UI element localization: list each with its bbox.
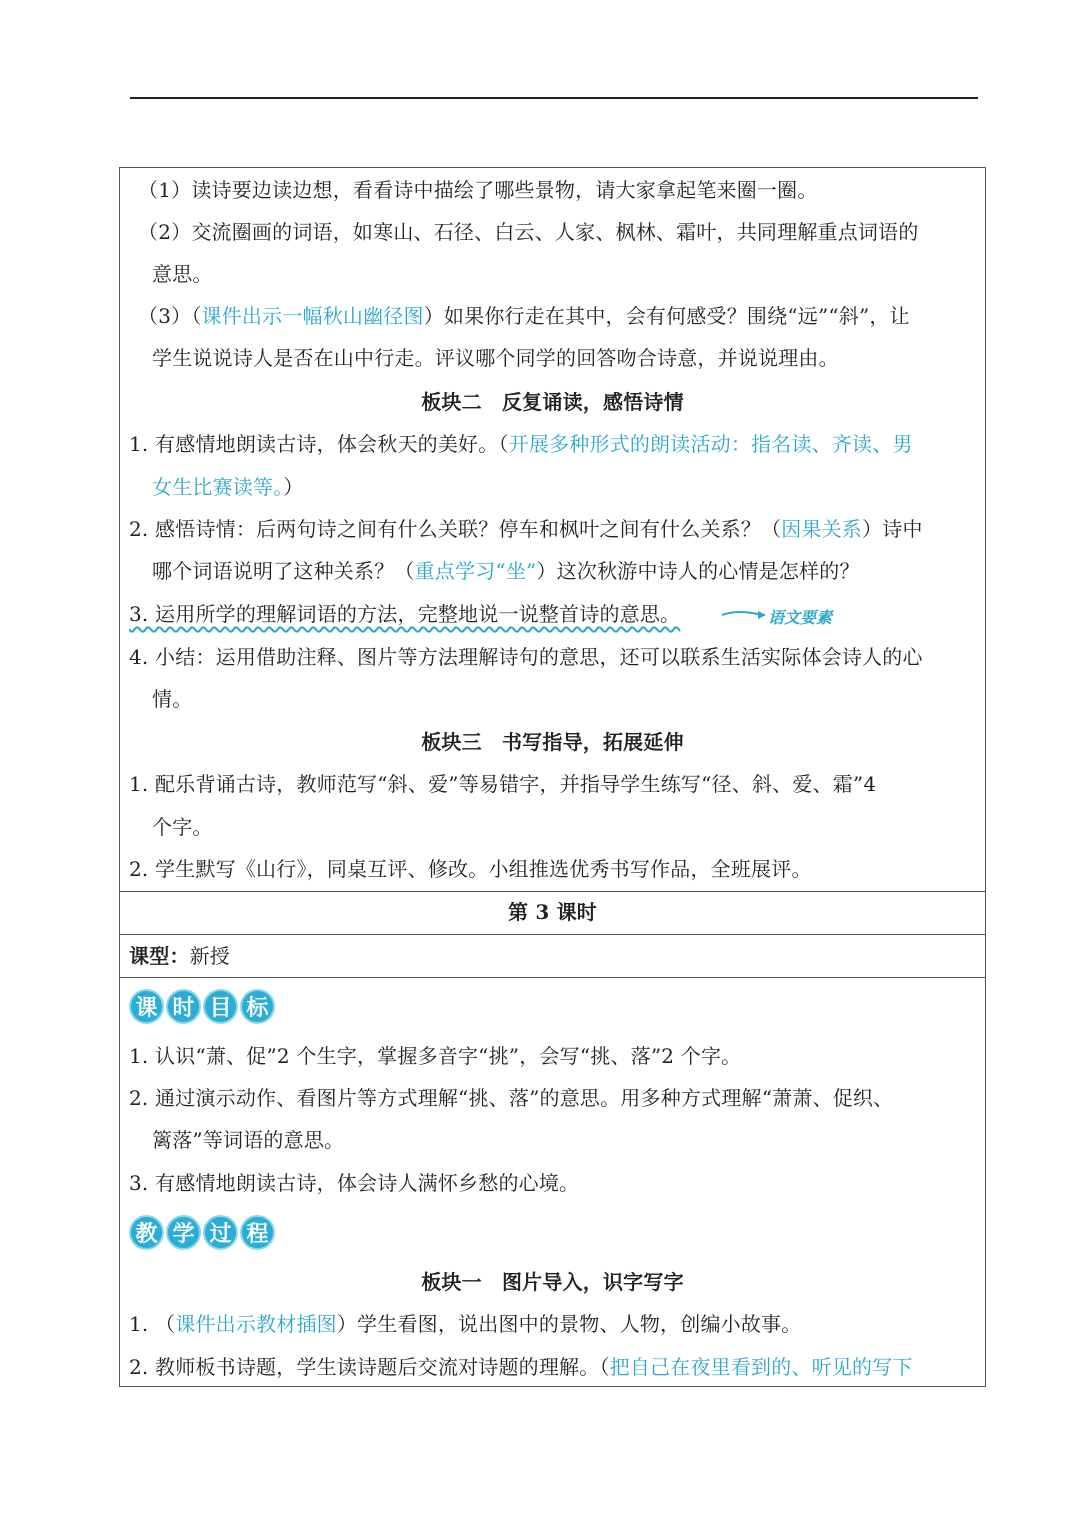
badge-char: 教 xyxy=(129,1215,164,1250)
block1-heading: 板块一 图片导入，识字写字 xyxy=(421,1270,684,1294)
arrow-icon xyxy=(720,608,770,622)
header-rule xyxy=(130,97,978,99)
goal-2-cont: 篱落”等词语的意思。 xyxy=(152,1128,345,1152)
block2-item-1-end: ） xyxy=(283,475,304,499)
paragraph-3-cont: 学生说说诗人是否在山中行走。评议哪个同学的回答吻合诗意，并说说理由。 xyxy=(152,346,839,370)
badge-char: 过 xyxy=(203,1215,238,1250)
paragraph-3-rest: ）如果你行走在其中，会有何感受？围绕“远”“斜”，让 xyxy=(423,304,910,328)
block3-heading: 板块三 书写指导，拓展延伸 xyxy=(421,730,684,754)
goal-2: 2. 通过演示动作、看图片等方式理解“挑、落”的意思。用多种方式理解“萧萧、促织、 xyxy=(129,1086,894,1110)
table-divider xyxy=(120,934,985,935)
annotation-label: 语文要素 xyxy=(768,608,833,627)
badge-char: 时 xyxy=(166,989,201,1024)
paragraph-2-cont: 意思。 xyxy=(152,262,213,286)
lesson-type-label: 课型： xyxy=(129,944,190,968)
block2-item-2-text: 2. 感悟诗情：后两句诗之间有什么关联？停车和枫叶之间有什么关系？（ xyxy=(129,517,782,541)
block2-item-3 xyxy=(129,601,680,627)
lesson-type xyxy=(129,943,230,969)
block2-item-2-rest: ）诗中 xyxy=(862,517,923,541)
block1-item-1-note: 课件出示教材插图 xyxy=(175,1312,337,1336)
goal-1: 1. 认识“萧、促”2 个生字，掌握多音字“挑”，会写“挑、落”2 个字。 xyxy=(129,1044,742,1068)
block3-item-1-cont: 个字。 xyxy=(152,815,213,839)
block2-item-1-note-cont: 女生比赛读等。 xyxy=(152,475,284,499)
block1-item-2-a: 2. 教师板书诗题，学生读诗题后交流对诗题的理解。（ xyxy=(129,1355,610,1379)
block1-item-1 xyxy=(129,1311,801,1337)
block1-item-1-b: ）学生看图，说出图中的景物、人物，创编小故事。 xyxy=(336,1312,802,1336)
paragraph-3 xyxy=(138,303,910,329)
block2-item-2-cont-b: ）这次秋游中诗人的心情是怎样的？ xyxy=(536,559,860,583)
block2-item-4: 4. 小结：运用借助注释、图片等方法理解诗句的意思，还可以联系生活实际体会诗人的心 xyxy=(129,645,923,669)
lesson-type-value: 新授 xyxy=(189,944,231,968)
block2-item-3-text: 3. 运用所学的理解词语的方法，完整地说一说整首诗的意思。 xyxy=(129,602,681,626)
table-divider xyxy=(120,977,985,978)
block2-item-1-cont xyxy=(152,474,304,500)
block3-item-1: 1. 配乐背诵古诗，教师范写“斜、爱”等易错字，并指导学生练写“径、斜、爱、霜”4 xyxy=(129,772,877,796)
lesson-table xyxy=(119,167,986,1387)
paragraph-1: （1）读诗要边读边想，看看诗中描绘了哪些景物，请大家拿起笔来圈一圈。 xyxy=(138,178,818,202)
table-divider xyxy=(120,891,985,892)
block1-item-2 xyxy=(129,1354,913,1380)
block1-item-1-a: 1. （ xyxy=(129,1312,176,1336)
block2-item-2-note: 因果关系 xyxy=(781,517,863,541)
block2-item-2-cont xyxy=(152,558,860,584)
block2-item-1 xyxy=(129,431,913,457)
badge-char: 目 xyxy=(203,989,238,1024)
block2-item-1-text: 1. 有感情地朗读古诗，体会秋天的美好。（ xyxy=(129,432,509,456)
paragraph-3-prefix: （3）（ xyxy=(138,304,202,328)
goals-badge xyxy=(129,989,275,1024)
process-badge xyxy=(129,1215,275,1250)
block2-item-2-cont-a: 哪个词语说明了这种关系？（ xyxy=(152,559,415,583)
block2-item-2-cont-note: 重点学习“坐” xyxy=(414,559,537,583)
badge-char: 程 xyxy=(240,1215,275,1250)
block3-item-2: 2. 学生默写《山行》，同桌互评、修改。小组推选优秀书写作品，全班展评。 xyxy=(129,857,812,881)
lesson-title: 第 3 课时 xyxy=(507,900,598,924)
paragraph-2: （2）交流圈画的词语，如寒山、石径、白云、人家、枫林、霜叶，共同理解重点词语的 xyxy=(138,220,919,244)
badge-char: 课 xyxy=(129,989,164,1024)
block2-item-2 xyxy=(129,516,923,542)
goal-3: 3. 有感情地朗读古诗，体会诗人满怀乡愁的心境。 xyxy=(129,1171,580,1195)
block2-item-4-cont: 情。 xyxy=(152,687,193,711)
block2-item-1-note: 开展多种形式的朗读活动：指名读、齐读、男 xyxy=(508,432,913,456)
block2-heading: 板块二 反复诵读，感悟诗情 xyxy=(421,390,684,414)
paragraph-3-note: 课件出示一幅秋山幽径图 xyxy=(201,304,424,328)
block1-item-2-note: 把自己在夜里看到的、听见的写下 xyxy=(609,1355,913,1379)
badge-char: 标 xyxy=(240,989,275,1024)
badge-char: 学 xyxy=(166,1215,201,1250)
